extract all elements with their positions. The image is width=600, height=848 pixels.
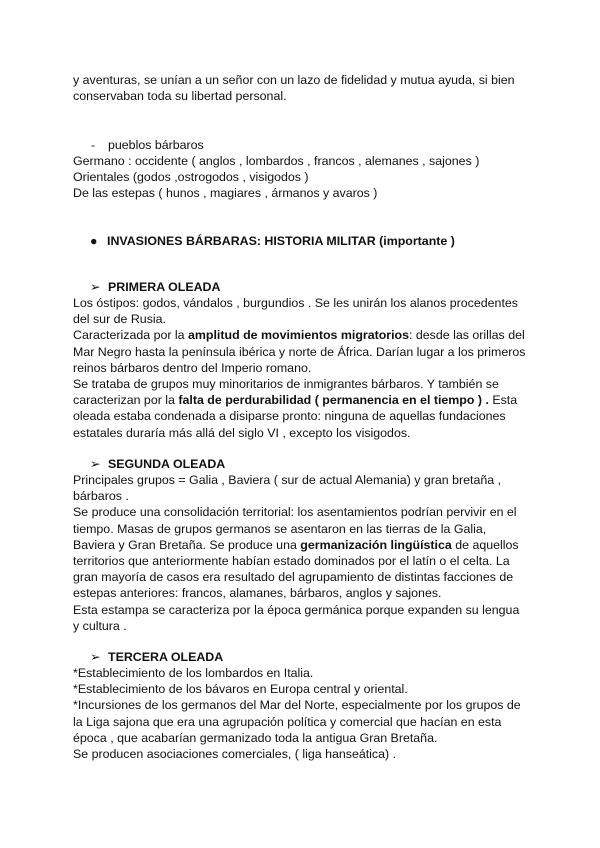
tercera-heading: TERCERA OLEADA [108,650,224,664]
pueblos-lines [73,153,528,202]
primera-p2-text-end: : desde las orillas del Mar Negro hasta la península ibérica y norte de África. Darían lugar a los primeros reinos bárbaros dentro del Imperio romano. [73,328,526,375]
segunda-p2-bold: germanización lingüística [300,537,452,552]
segunda-body [73,472,528,634]
intro-paragraph: y aventuras, se unían a un señor con un lazo de fidelidad y mutua ayuda, si bien conservaban toda su libertad personal. [73,73,515,104]
arrow-bullet-icon: ➢ [90,650,101,664]
tercera-line-bavaros: *Establecimiento de los bávaros en Europa central y oriental. [73,682,408,697]
primera-heading: PRIMERA OLEADA [108,280,221,294]
primera-p3 [73,376,528,441]
pueblos-line-orientales: Orientales (godos ,ostrogodos , visigodos ) [73,170,309,185]
segunda-p1: Principales grupos = Galia , Baviera ( sur de actual Alemania) y gran bretaña , bárbaros . [73,473,502,504]
segunda-heading-item [90,456,225,472]
primera-p3-text-end: Esta oleada estaba condenada a disiparse pronto: ninguna de aquellas fundaciones estatales duraría más allá del siglo VI , excepto los visigodos. [73,393,518,440]
primera-p3-bold: falta de perdurabilidad ( permanencia en el tiempo ) . [178,393,489,408]
primera-p3-text: Se trataba de grupos muy minoritarios de inmigrantes bárbaros. Y también se caracterizan por la [73,377,499,408]
arrow-bullet-icon: ➢ [90,457,101,471]
tercera-heading-item [90,649,223,665]
segunda-p3: Esta estampa se caracteriza por la época germánica porque expanden su lengua y cultura . [73,602,520,633]
primera-body [73,295,528,441]
pueblos-heading: pueblos bárbaros [108,138,204,152]
tercera-line-asociaciones: Se producen asociaciones comerciales, ( liga hanseática) . [73,747,397,762]
invasiones-heading-item [90,233,455,249]
bullet-icon: ● [90,234,98,248]
tercera-line-lombardos: *Establecimiento de los lombardos en Italia. [73,666,314,680]
primera-p2-text: Caracterizada por la [73,328,189,343]
tercera-line-incursiones: *Incursiones de los germanos del Mar del Norte, especialmente por los grupos de la Liga sajona que era una agrupación política y comercial que hacían en esta época , que acabarían germanizado toda la antigua Gran Bretaña. [73,698,521,745]
segunda-heading: SEGUNDA OLEADA [108,457,226,471]
segunda-p2-text: Se produce una consolidación territorial: los asentamientos podrían pervivir en el tiempo. Masas de grupos germanos se asentaron en las tierras de la Galia, Baviera y Gran Bretaña. Se produce una [73,505,517,552]
primera-p1: Los óstipos: godos, vándalos , burgundios . Se les unirán los alanos procedentes del sur de Rusia. [73,296,518,327]
pueblos-list-item [91,137,204,153]
arrow-bullet-icon: ➢ [90,280,101,294]
primera-p2-bold: amplitud de movimientos migratorios [188,328,410,343]
tercera-body [73,665,528,762]
primera-p2 [73,327,528,376]
segunda-p2-text-end: de aquellos territorios que anteriormente habían estado dominados por el latín o el celta. La gran mayoría de casos era resultado del agrupamiento de distintas facciones de estepas anteriores: francos, alamanes, bárbaros, anglos y sajones. [73,537,519,601]
invasiones-heading: INVASIONES BÁRBARAS: HISTORIA MILITAR (importante ) [107,234,455,248]
dash-marker: - [91,138,96,152]
pueblos-line-estepas: De las estepas ( hunos , magiares , ármanos y avaros ) [73,186,378,201]
pueblos-line-germano: Germano : occidente ( anglos , lombardos , francos , alemanes , sajones ) [73,154,480,168]
primera-heading-item [90,279,220,295]
segunda-p2 [73,504,528,601]
